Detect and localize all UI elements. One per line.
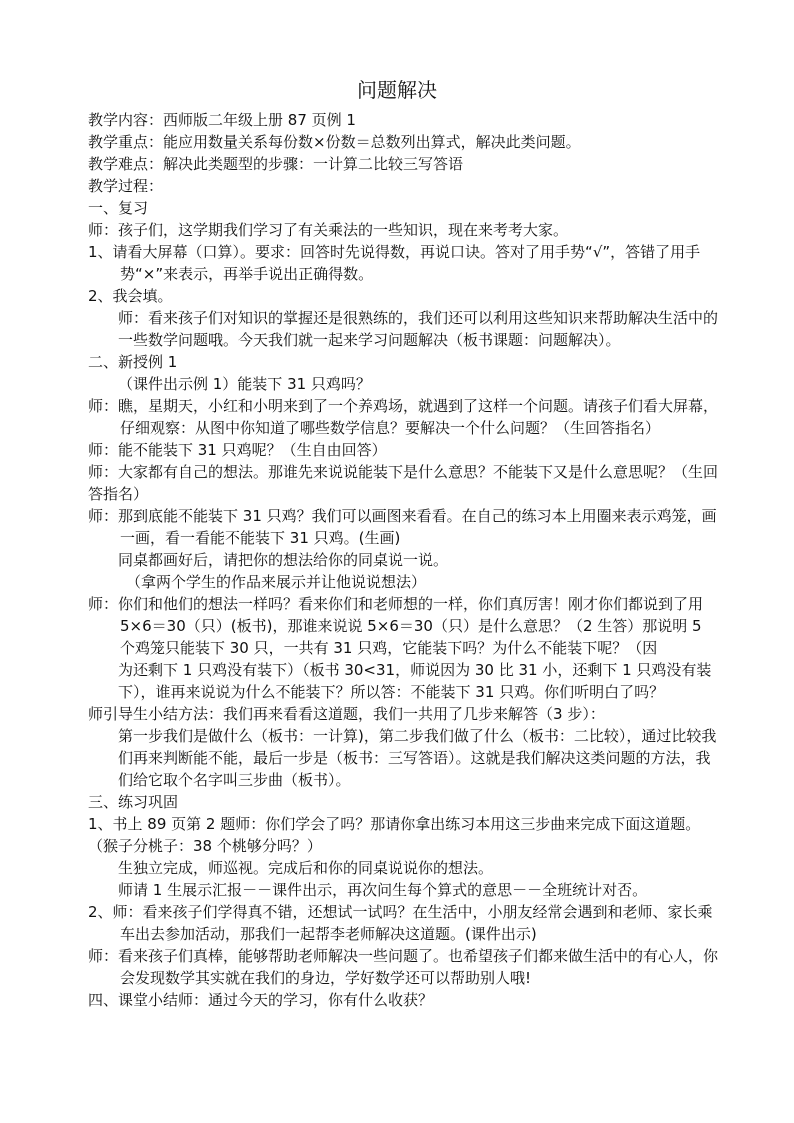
paragraph: 同桌都画好后，请把你的想法给你的同桌说一说。 [118, 551, 449, 569]
paragraph: 师：那到底能不能装下 31 只鸡？我们可以画图来看看。在自己的练习本上用圈来表示鸡笼，画一画，看一看能不能装下 31 只鸡。(生画) [88, 507, 717, 547]
paragraph: 为还剩下 1 只鸡没有装下）（板书 30<31，师说因为 30 比 31 小，还剩下 1 只鸡没有装下），谁再来说说为什么不能装下？所以答：不能装下 31 只鸡。你们听明白了吗？ [118, 661, 712, 701]
paragraph: 师：你们和他们的想法一样吗？看来你们和老师想的一样，你们真厉害！刚才你们都说到了用 5×6＝30（只）(板书)，那谁来说说 5×6＝30（只）是什么意思？（2 生答）那说明 5 个鸡笼只能装下 30 只，一共有 31 只鸡，它能装下吗？为什么不能装下呢？（因 [88, 595, 704, 657]
paragraph: 师：瞧，星期天，小红和小明来到了一个养鸡场，就遇到了这样一个问题。请孩子们看大屏幕，仔细观察：从图中你知道了哪些数学信息？要解决一个什么问题？（生回答指名） [88, 397, 719, 437]
paragraph: 1、书上 89 页第 2 题师：你们学会了吗？那请你拿出练习本用这三步曲来完成下面这道题。（猴子分桃子：38 个桃够分吗？） [88, 815, 701, 855]
teaching-content: 教学内容：西师版二年级上册 87 页例 1 [88, 111, 356, 129]
section-heading-practice: 三、练习巩固 [88, 793, 179, 811]
paragraph: 师：孩子们，这学期我们学习了有关乘法的一些知识，现在来考考大家。 [88, 221, 569, 239]
paragraph: 师引导生小结方法：我们再来看看这道题，我们一共用了几步来解答（3 步）： [88, 705, 605, 723]
paragraph: 师：能不能装下 31 只鸡呢？（生自由回答） [88, 441, 387, 459]
paragraph: （课件出示例 1）能装下 31 只鸡吗？ [118, 375, 371, 393]
document-title: 问题解决 [357, 78, 437, 102]
document-body [88, 109, 718, 1011]
paragraph: 2、我会填。 [88, 287, 173, 305]
paragraph: 师：大家都有自己的想法。那谁先来说说能装下是什么意思？不能装下又是什么意思呢？（生回答指名） [88, 463, 719, 503]
paragraph: 师：看来孩子们真棒，能够帮助老师解决一些问题了。也希望孩子们都来做生活中的有心人，你会发现数学其实就在我们的身边，学好数学还可以帮助别人哦! [88, 947, 719, 987]
paragraph: 师：看来孩子们对知识的掌握还是很熟练的，我们还可以利用这些知识来帮助解决生活中的一些数学问题哦。今天我们就一起来学习问题解决（板书课题：问题解决）。 [118, 309, 719, 349]
teaching-difficulty: 教学难点：解决此类题型的步骤：一计算二比较三写答语 [88, 155, 464, 173]
section-heading-new-lesson: 二、新授例 1 [88, 353, 178, 371]
section-heading-review: 一、复习 [88, 199, 149, 217]
paragraph: 第一步我们是做什么（板书：一计算)，第二步我们做了什么（板书：二比较），通过比较我们再来判断能不能，最后一步是（板书：三写答语）。这就是我们解决这类问题的方法，我们给它取个名字叫三步曲（板书）。 [118, 727, 717, 789]
teaching-focus: 教学重点：能应用数量关系每份数×份数＝总数列出算式，解决此类问题。 [88, 133, 581, 151]
section-heading-summary: 四、课堂小结师：通过今天的学习，你有什么收获？ [88, 991, 434, 1009]
teaching-process-heading: 教学过程： [88, 177, 164, 195]
paragraph: 生独立完成，师巡视。完成后和你的同桌说说你的想法。 [118, 859, 494, 877]
paragraph: 2、师：看来孩子们学得真不错，还想试一试吗？在生活中，小朋友经常会遇到和老师、家长乘车出去参加活动，那我们一起帮李老师解决这道题。(课件出示) [88, 903, 713, 943]
paragraph: 师请 1 生展示汇报－－课件出示，再次问生每个算式的意思－－全班统计对否。 [118, 881, 648, 899]
paragraph: 1、请看大屏幕（口算）。要求：回答时先说得数，再说口诀。答对了用手势“√”，答错了用手势“×”来表示，再举手说出正确得数。 [88, 243, 701, 283]
paragraph: （拿两个学生的作品来展示并让他说说想法） [126, 573, 427, 591]
